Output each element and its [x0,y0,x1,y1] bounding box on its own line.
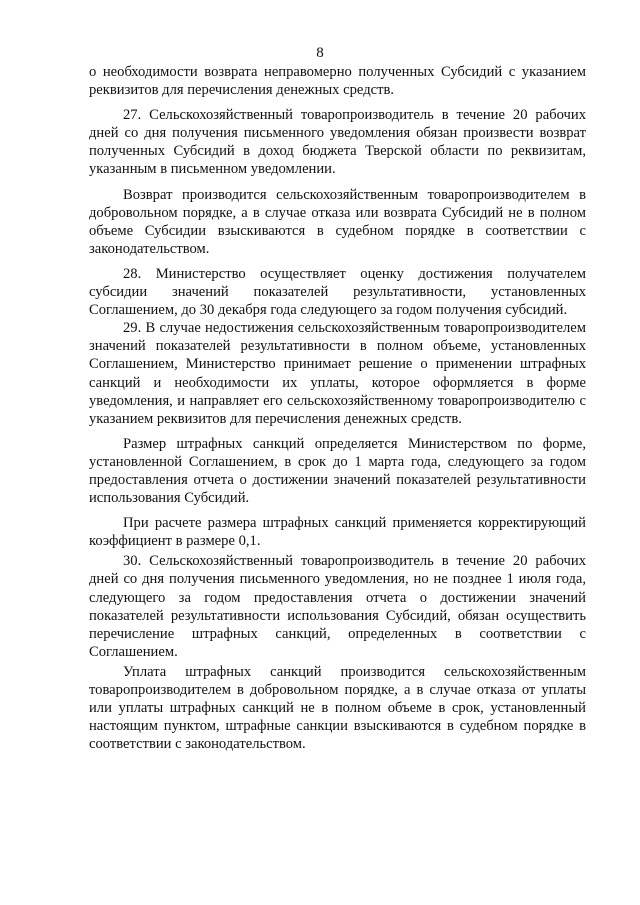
paragraph-clause-29: 29. В случае недостижения сельскохозяйственным товаропроизводителем значений показателей результативности в полном объеме, установленных Соглашением, Министерство принимает решение о применении штрафных санкций и необходимости их уплаты, которое оформляется в форме уведомления, и направляет его сельскохозяйственному товаропроизводителю с указанием реквизитов для перечисления денежных средств. [89,320,586,427]
paragraph-clause-28: 28. Министерство осуществляет оценку достижения получателем субсидии значений показателей результативности, установленных Соглашением, до 30 декабря года следующего за годом получения субсидий. [89,265,586,319]
paragraph-correction-coefficient: При расчете размера штрафных санкций применяется корректирующий коэффициент в размере 0,1. [89,515,586,550]
paragraph-clause-27: 27. Сельскохозяйственный товаропроизводитель в течение 20 рабочих дней со дня получения письменного уведомления обязан произвести возврат полученных Субсидий в доход бюджета Тверской области по реквизитам, указанным в письменном уведомлении. [89,107,586,178]
paragraph-refund-procedure: Возврат производится сельскохозяйственным товаропроизводителем в добровольном порядке, а в случае отказа или возврата Субсидий не в полном объеме Субсидии взыскиваются в судебном порядке в соответствии с законодательством. [89,186,586,257]
page-number: 8 [316,45,324,61]
paragraph-penalty-payment: Уплата штрафных санкций производится сельскохозяйственным товаропроизводителем в добровольном порядке, а в случае отказа от уплаты или уплаты штрафных санкций не в полном объеме в срок, установленный настоящим пунктом, штрафные санкции взыскиваются в судебном порядке в соответствии с законодательством. [89,663,586,753]
document-body [89,63,586,753]
paragraph-continuation: о необходимости возврата неправомерно полученных Субсидий с указанием реквизитов для перечисления денежных средств. [89,64,586,99]
paragraph-clause-30: 30. Сельскохозяйственный товаропроизводитель в течение 20 рабочих дней со дня получения письменного уведомления, но не позднее 1 июля года, следующего за годом предоставления отчета о достижении значений показателей результативности использования Субсидий, обязан осуществить перечисление штрафных санкций, определенных в соответствии с Соглашением. [89,553,586,660]
paragraph-penalty-amount: Размер штрафных санкций определяется Министерством по форме, установленной Соглашением, в срок до 1 марта года, следующего за годом предоставления отчета о достижении значений показателей результативности использования Субсидий. [89,435,586,507]
